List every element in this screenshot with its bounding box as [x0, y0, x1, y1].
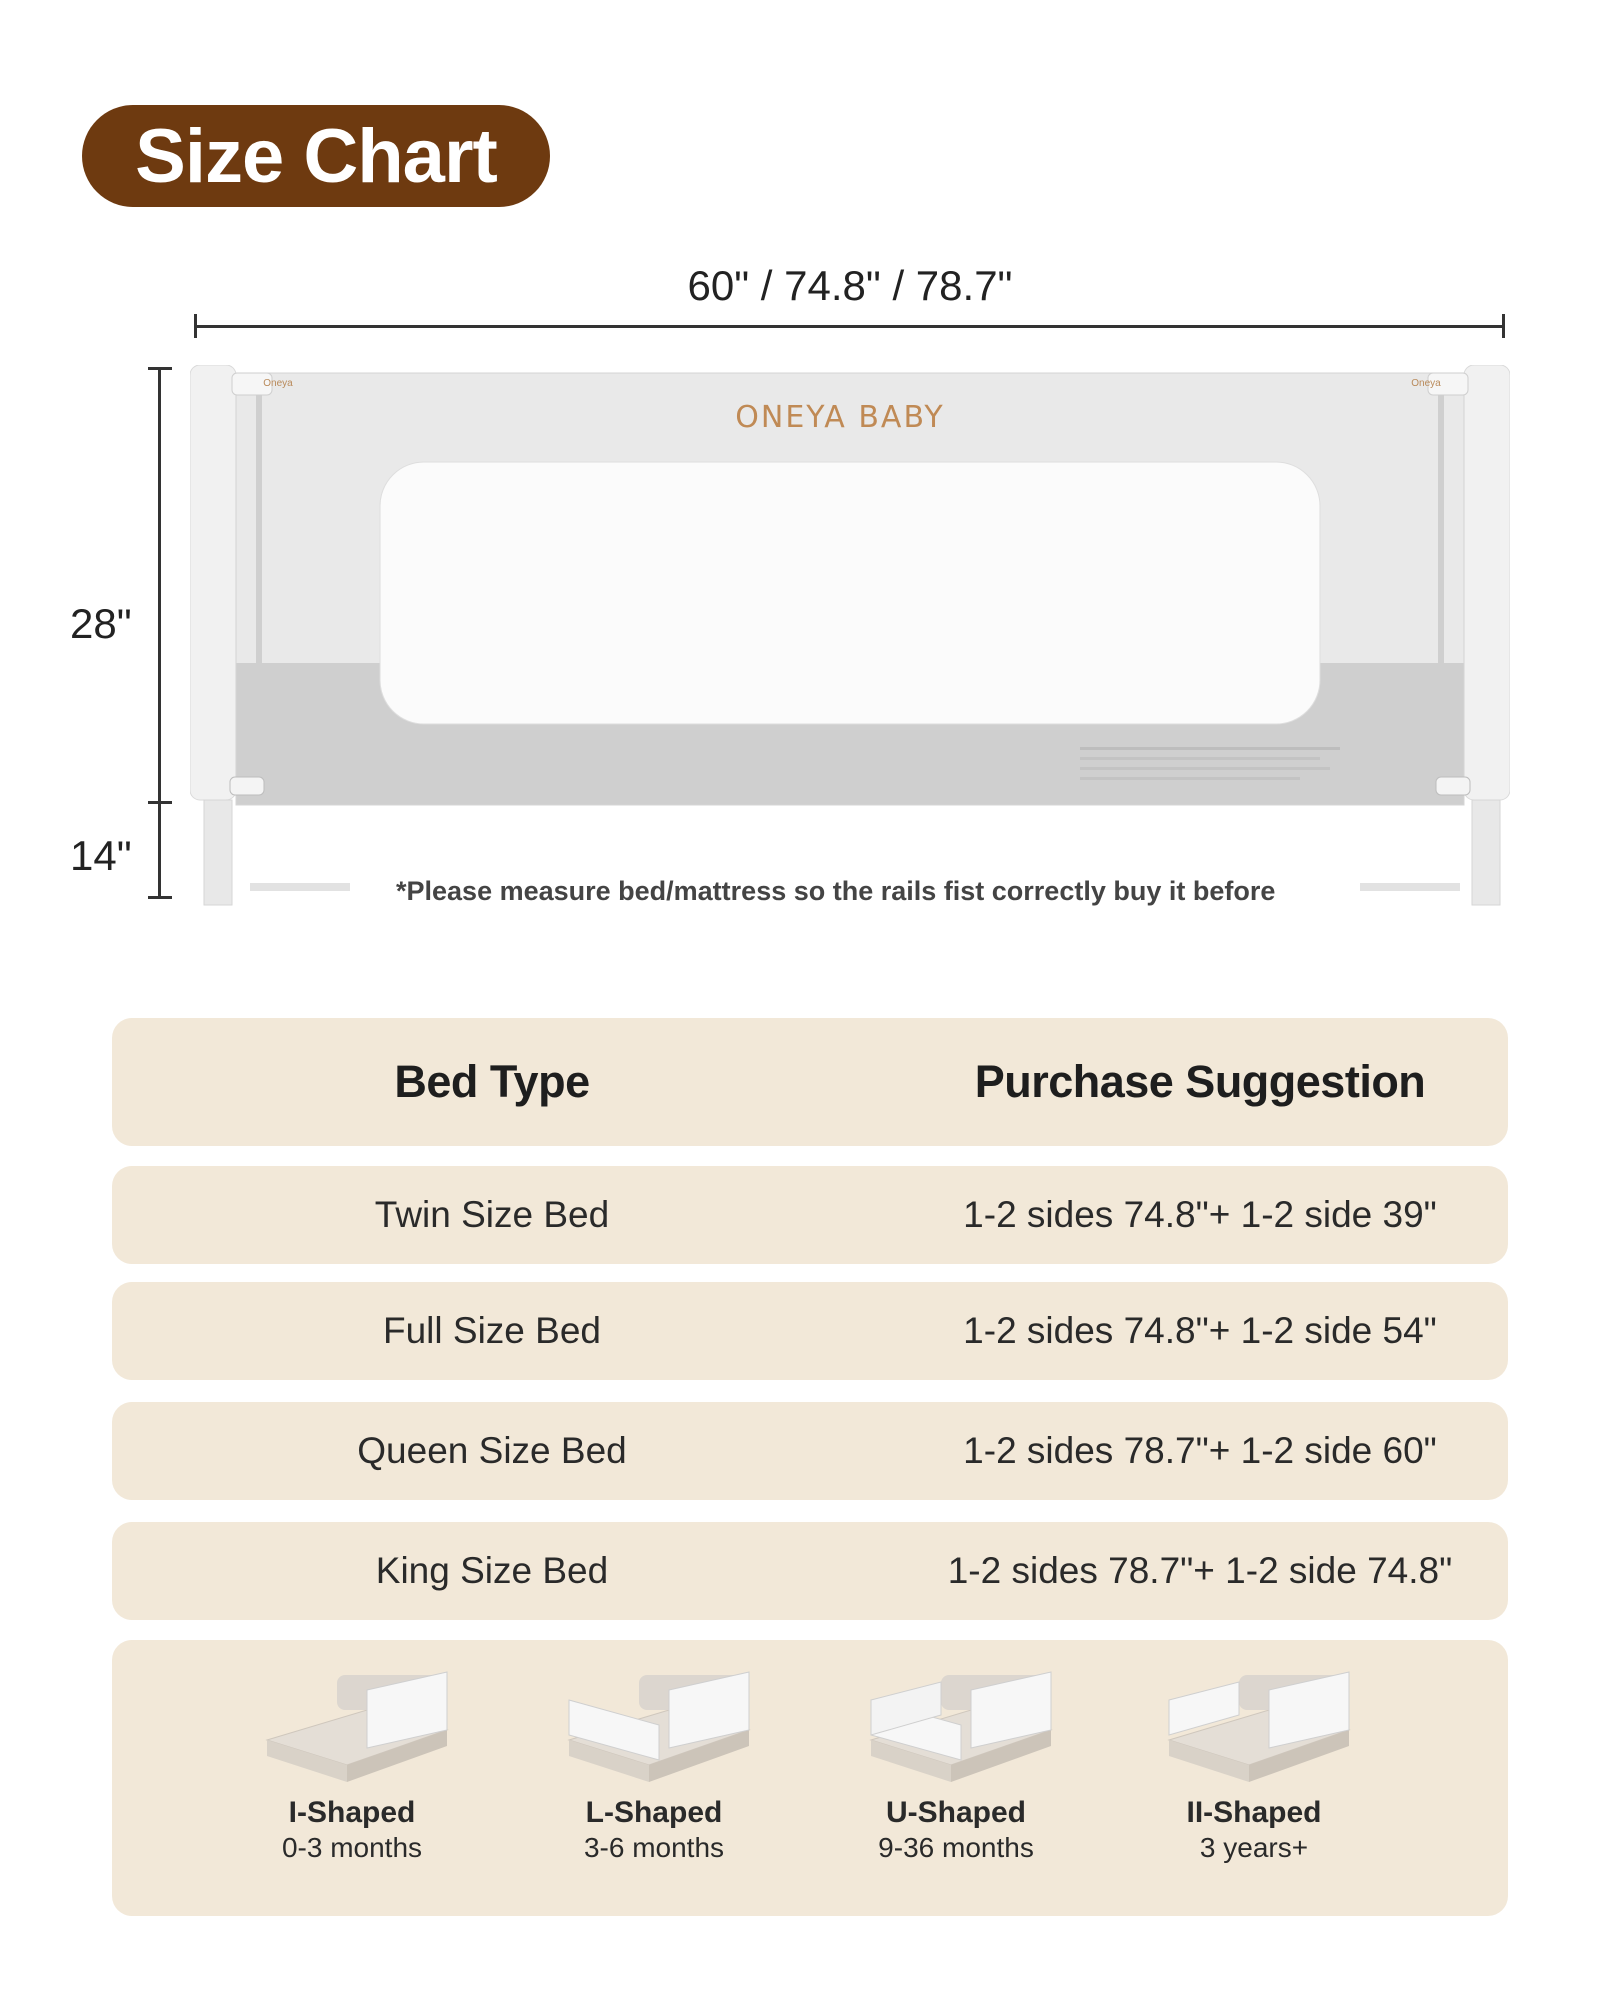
leg-height-cap-bottom: [148, 896, 172, 899]
rail-shape-options: [112, 1640, 1508, 1916]
shape-age: 3 years+: [1199, 1832, 1309, 1863]
width-dimension-label: 60" / 74.8" / 78.7": [687, 262, 1013, 309]
table-row: [112, 1166, 1508, 1264]
width-dimension-cap-right: [1502, 314, 1505, 338]
suggestion-cell: 1-2 sides 78.7"+ 1-2 side 60": [963, 1430, 1437, 1471]
bed-type-cell: Full Size Bed: [383, 1310, 601, 1351]
shape-name: II-Shaped: [1186, 1796, 1322, 1829]
shape-option-l: [534, 1660, 774, 1864]
suggestion-cell: 1-2 sides 74.8"+ 1-2 side 39": [963, 1194, 1437, 1235]
brand-logo-text: ONEYA BABY: [735, 400, 945, 435]
rail-badge-left: Oneya: [263, 378, 293, 389]
measurement-note: *Please measure bed/mattress so the rails fist correctly buy it before: [396, 876, 1276, 906]
bed-type-cell: Queen Size Bed: [357, 1430, 627, 1471]
table-row: [112, 1522, 1508, 1620]
suggestion-cell: 1-2 sides 78.7"+ 1-2 side 74.8": [947, 1550, 1453, 1591]
width-dimension-line: [196, 325, 1504, 328]
rail-height-cap-top: [148, 367, 172, 370]
bed-i-shaped-icon: [247, 1660, 457, 1790]
bed-type-cell: Twin Size Bed: [374, 1194, 610, 1235]
shape-option-ii: [1134, 1660, 1374, 1864]
shape-age: 9-36 months: [878, 1832, 1034, 1863]
suggestion-cell: 1-2 sides 74.8"+ 1-2 side 54": [963, 1310, 1437, 1351]
table-row: [112, 1282, 1508, 1380]
bed-type-cell: King Size Bed: [375, 1550, 609, 1591]
table-header-row: [112, 1018, 1508, 1146]
leg-height-label: 14": [70, 832, 132, 879]
bed-l-shaped-icon: [549, 1660, 759, 1790]
bed-ii-shaped-icon: [1149, 1660, 1359, 1790]
bed-rail-image: [190, 365, 1510, 915]
shape-option-u: [836, 1660, 1076, 1864]
shape-name: U-Shaped: [885, 1796, 1026, 1829]
rail-badge-right: Oneya: [1411, 378, 1441, 389]
table-row: [112, 1402, 1508, 1500]
header-purchase-suggestion: Purchase Suggestion: [974, 1056, 1426, 1107]
leg-height-line: [158, 802, 161, 898]
width-dimension-cap-left: [194, 314, 197, 338]
rail-height-line: [158, 368, 161, 802]
header-bed-type: Bed Type: [394, 1056, 590, 1107]
shape-name: I-Shaped: [288, 1796, 416, 1829]
rail-height-label: 28": [70, 600, 132, 647]
shape-name: L-Shaped: [585, 1796, 723, 1829]
shape-age: 0-3 months: [281, 1832, 423, 1863]
shape-option-i: [232, 1660, 472, 1864]
size-chart-title: Size Chart: [82, 105, 550, 207]
bed-u-shaped-icon: [851, 1660, 1061, 1790]
shape-age: 3-6 months: [583, 1832, 725, 1863]
